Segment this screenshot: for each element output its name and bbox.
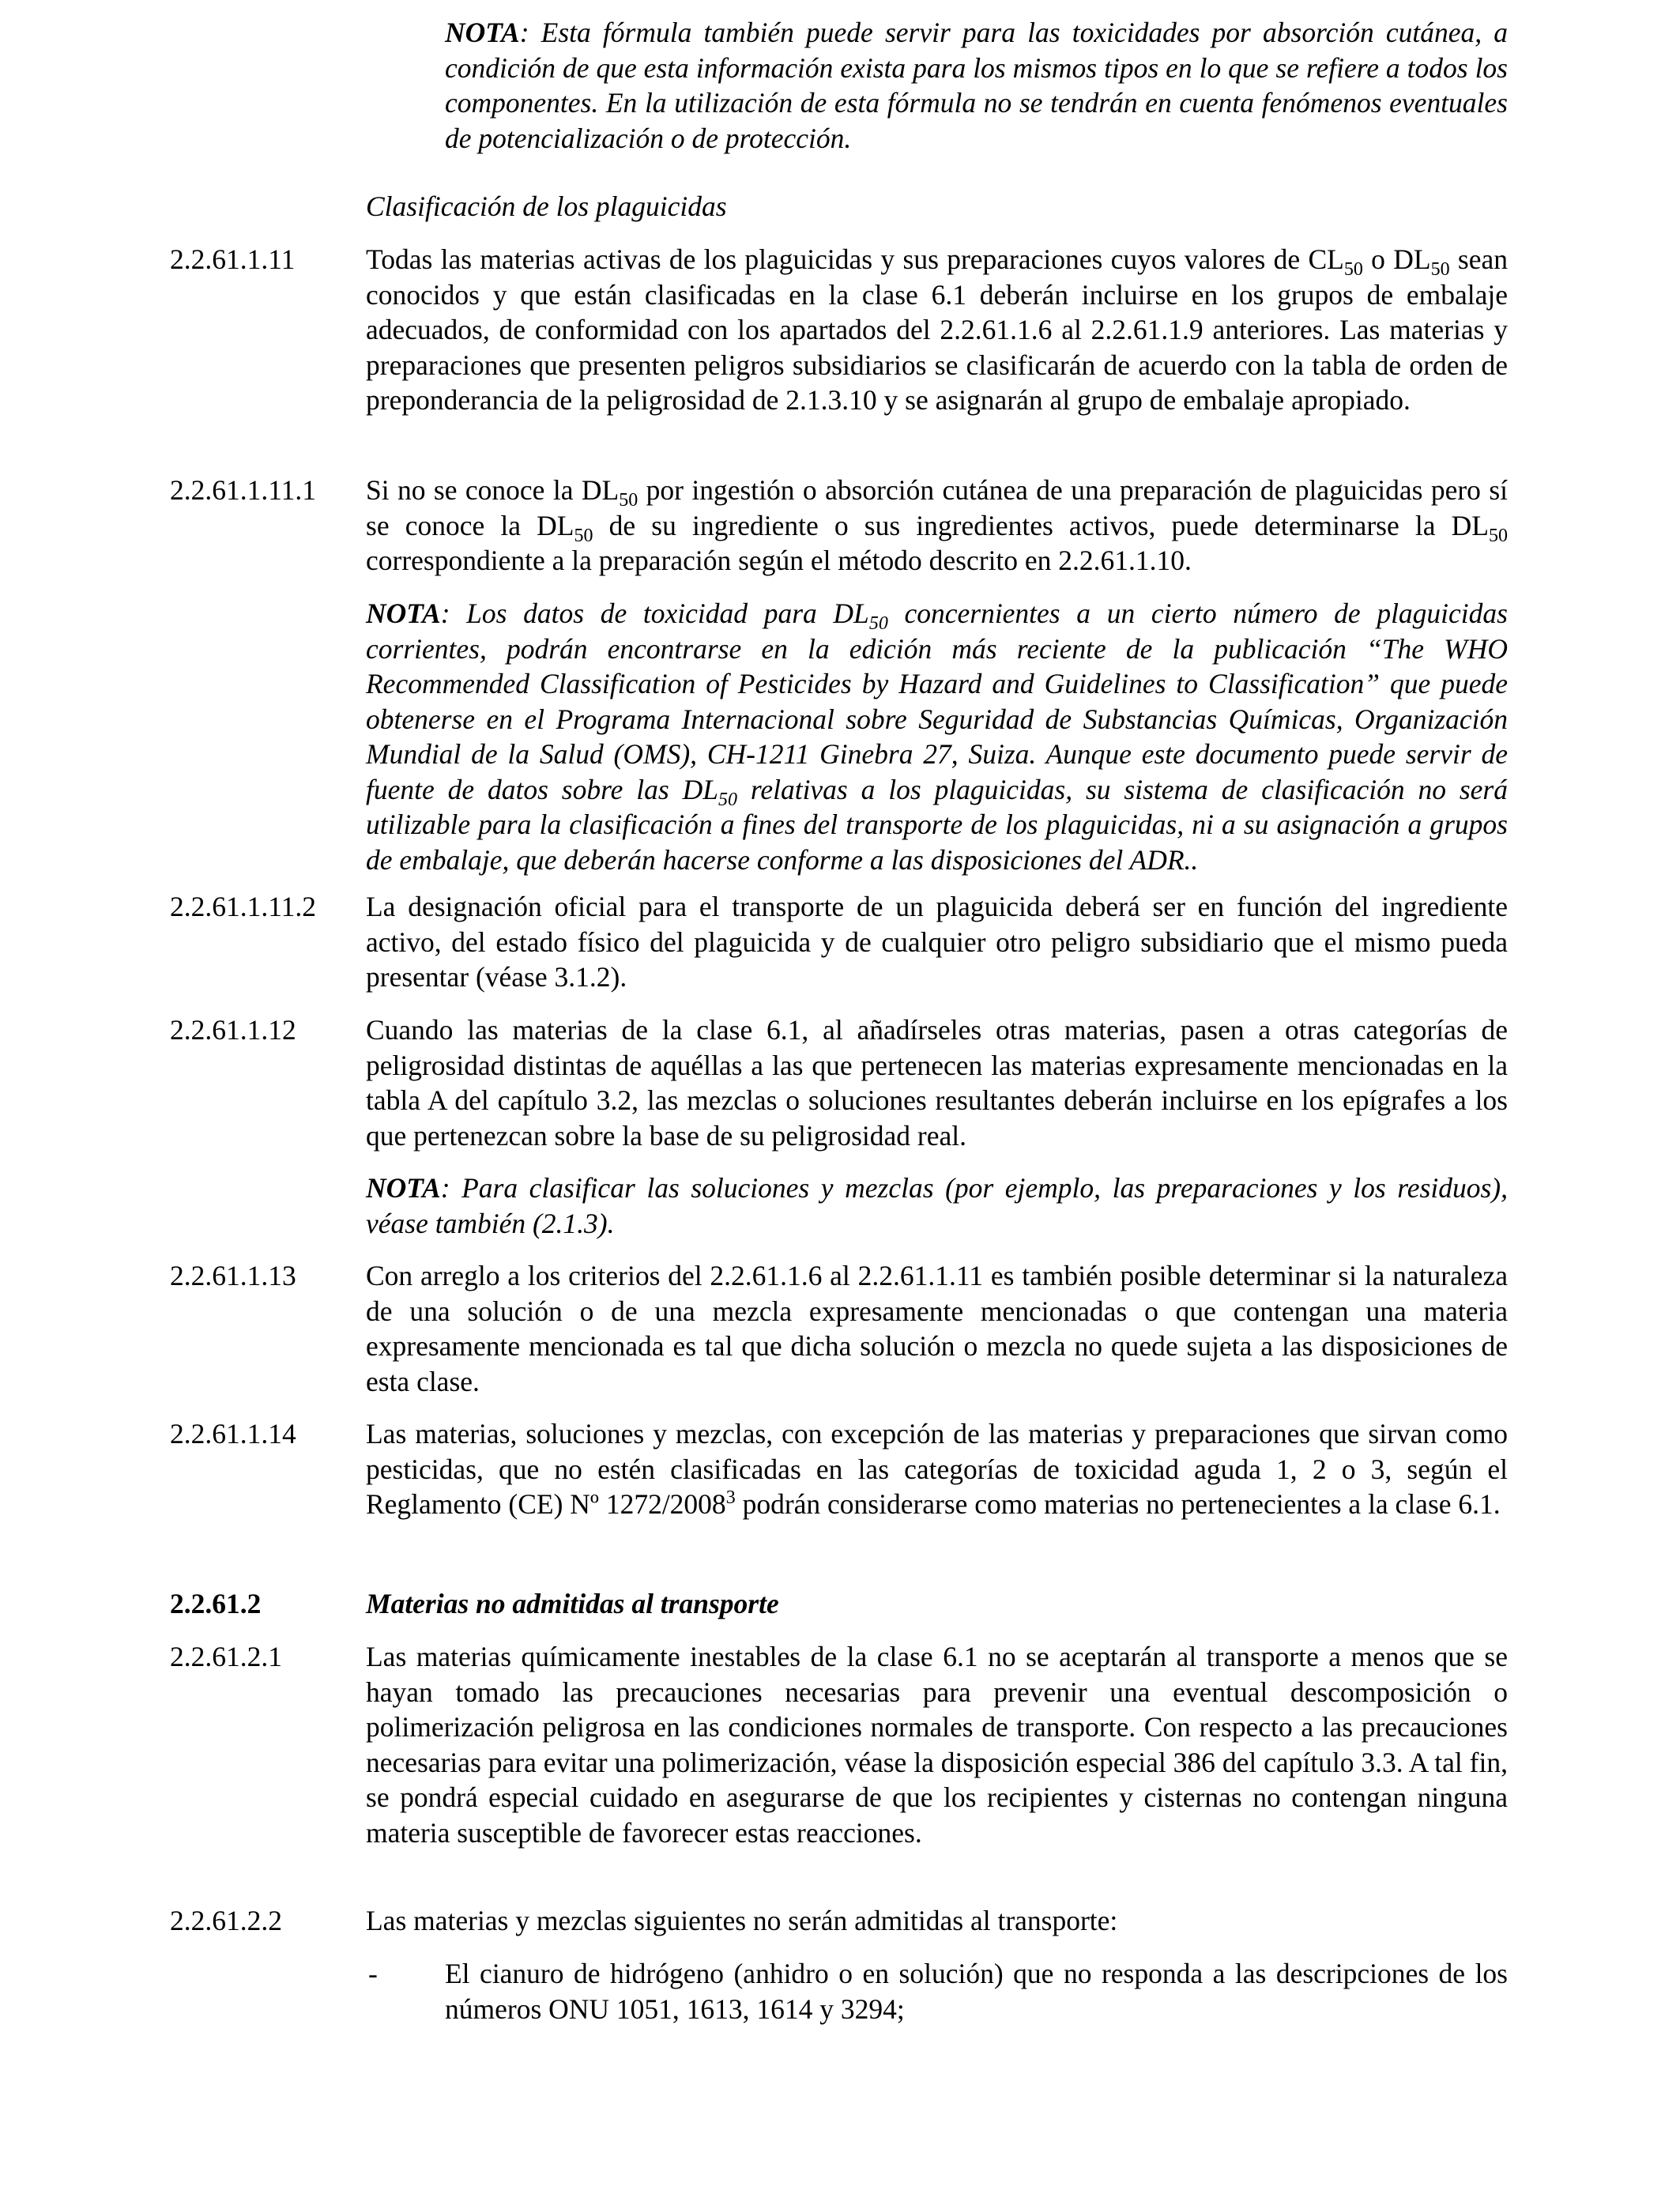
paragraph-2-2-61-1-11: Todas las materias activas de los plaguicidas y sus preparaciones cuyos valores de $CL_{50}$ o $DL_{50}$ sean conocidos y que están clasificadas en la clase 6.1 deberán incluirse en los grupos de embalaje adecuados, de conformidad con los apartados del 2.2.61.1.6 al 2.2.61.1.9 anteriores. Las materias y preparaciones que presenten peligros subsidiarios se clasificarán de acuerdo con la tabla de orden de preponderancia de la peligrosidad de 2.1.3.10 y se asignarán al grupo de embalaje apropiado. (366, 243, 1508, 416)
note-label: NOTA (366, 598, 441, 629)
paragraph-2-2-61-2-2: Las materias y mezclas siguientes no serán admitidas al transporte: (366, 1905, 1118, 1936)
paragraph-2-2-61-1-13: Con arreglo a los criterios del 2.2.61.1.6 al 2.2.61.1.11 es también posible determinar si la naturaleza de una solución o de una mezcla expresamente mencionadas o que contengan una materia expresamente mencionada es tal que dicha solución o mezcla no quede sujeta a las disposiciones de esta clase. (366, 1260, 1508, 1397)
paragraph-number: 2.2.61.1.11.2 (170, 891, 317, 922)
paragraph-2-2-61-1-11-1: Si no se conoce la $DL_{50}$ por ingestión o absorción cutánea de una preparación de plaguicidas pero sí se conoce la $DL_{50}$ de su ingrediente o sus ingredientes activos, puede determinarse la $DL_{50}$ correspondiente a la preparación según el método descrito en 2.2.61.1.10. (366, 474, 1509, 576)
paragraph-2-2-61-2-1: Las materias químicamente inestables de la clase 6.1 no se aceptarán al transporte a menos que se hayan tomado las precauciones necesarias para prevenir una eventual descomposición o polimerización peligrosa en las condiciones normales de transporte. Con respecto a las precauciones necesarias para evitar una polimerización, véase la disposición especial 386 del capítulo 3.3. A tal fin, se pondrá especial cuidado en asegurarse de que los recipientes y cisternas no contengan ninguna materia susceptible de favorecer estas reacciones. (366, 1641, 1508, 1849)
paragraph-2-2-61-1-11-2: La designación oficial para el transporte de un plaguicida deberá ser en función del ingrediente activo, del estado físico del plaguicida y de cualquier otro peligro subsidiario que el mismo pueda presentar (véase 3.1.2). (366, 891, 1508, 993)
paragraph-2-2-61-1-14: Las materias, soluciones y mezclas, con excepción de las materias y preparaciones que sirvan como pesticidas, que no estén clasificadas en las categorías de toxicidad aguda 1, 2 o 3, según el Reglamento (CE) Nº 1272/2008$^3$ podrán considerarse como materias no pertenecientes a la clase 6.1. (366, 1418, 1508, 1520)
who-note: NOTA: Los datos de toxicidad para $DL_{50}$ concernientes a un cierto número de plaguicidas corrientes, podrán encontrarse en la edición más reciente de la publicación “The WHO Recommended Classification of Pesticides by Hazard and Guidelines to Classification” que puede obtenerse en el Programa Internacional sobre Seguridad de Substancias Químicas, Organización Mundial de la Salud (OMS), CH-1211 Ginebra 27, Suiza. Aunque este documento puede servir de fuente de datos sobre las $DL_{50}$ relativas a los plaguicidas, su sistema de clasificación no será utilizable para la clasificación a fines del transporte de los plaguicidas, ni a su asignación a grupos de embalaje, que deberán hacerse conforme a las disposiciones del ADR.. (366, 598, 1508, 876)
paragraph-number: 2.2.61.2.1 (170, 1641, 282, 1672)
paragraph-number: 2.2.61.1.14 (170, 1418, 296, 1449)
section-title: Materias no admitidas al transporte (366, 1588, 779, 1619)
paragraph-number: 2.2.61.1.13 (170, 1260, 296, 1291)
paragraph-number: 2.2.61.1.12 (170, 1014, 296, 1046)
intro-note: NOTA: Esta fórmula también puede servir para las toxicidades por absorción cutánea, a condición de que esta información exista para los mismos tipos en lo que se refiere a todos los componentes. En la utilización de esta fórmula no se tendrán en cuenta fenómenos eventuales de potencialización o de protección. (445, 17, 1508, 154)
paragraph-2-2-61-1-12: Cuando las materias de la clase 6.1, al añadírseles otras materias, pasen a otras categorías de peligrosidad distintas de aquéllas a las que pertenecen las materias expresamente mencionadas en la tabla A del capítulo 3.2, las mezclas o soluciones resultantes deberán incluirse en los epígrafes a los que pertenezcan sobre la base de su peligrosidad real. (366, 1014, 1508, 1152)
footnote-ref: 3 (725, 1487, 736, 1508)
section-number: 2.2.61.2 (170, 1588, 262, 1619)
subheading: Clasificación de los plaguicidas (366, 190, 727, 222)
list-item: El cianuro de hidrógeno (anhidro o en solución) que no responda a las descripciones de los números ONU 1051, 1613, 1614 y 3294; (445, 1958, 1508, 2025)
mixtures-note: NOTA: Para clasificar las soluciones y mezclas (por ejemplo, las preparaciones y los residuos), véase también (2.1.3). (366, 1172, 1508, 1239)
paragraph-number: 2.2.61.1.11 (170, 243, 296, 275)
note-label: NOTA (366, 1172, 441, 1204)
note-label: NOTA (445, 17, 520, 48)
list-dash: - (368, 1958, 378, 1989)
paragraph-number: 2.2.61.2.2 (170, 1905, 282, 1936)
paragraph-number: 2.2.61.1.11.1 (170, 474, 317, 506)
